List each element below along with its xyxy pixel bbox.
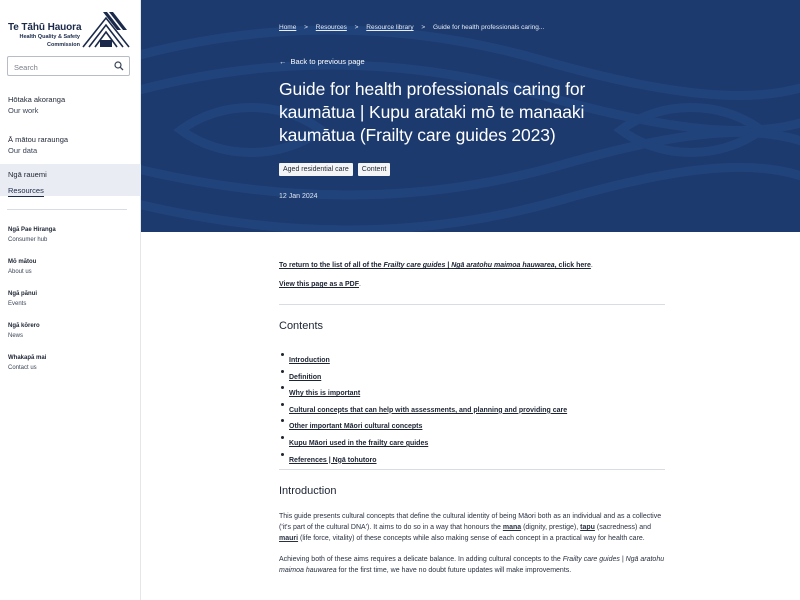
toc-link-kupu-maori[interactable]: Kupu Māori used in the frailty care guides bbox=[289, 439, 429, 447]
nav-item-maori-label: Whakapā mai bbox=[8, 355, 47, 361]
tag-list bbox=[279, 163, 390, 176]
logo-subtitle-line2: Commission bbox=[46, 41, 80, 48]
nav-item-maori-label: Mō mātou bbox=[8, 259, 37, 265]
breadcrumb-separator: > bbox=[421, 24, 426, 31]
nav-item-english-label: Contact us bbox=[8, 365, 37, 371]
text-span: (life force, vitality) of these concepts while also making sense of each concept in a practical way for health care. bbox=[298, 535, 645, 543]
page-hero bbox=[141, 0, 800, 232]
breadcrumb-separator: > bbox=[354, 24, 359, 31]
breadcrumb-current: Guide for health professionals caring... bbox=[433, 24, 545, 31]
nav-item-english-label: Events bbox=[8, 301, 27, 307]
publish-date: 12 Jan 2024 bbox=[279, 193, 318, 200]
tag-content[interactable]: Content bbox=[358, 163, 391, 176]
breadcrumb-resources[interactable]: Resources bbox=[315, 24, 347, 31]
secondary-nav bbox=[0, 226, 141, 386]
contents-heading: Contents bbox=[279, 320, 324, 332]
back-link-label: Back to previous page bbox=[290, 57, 365, 66]
logo-mark-icon bbox=[81, 10, 131, 48]
nav-item-maori-label: Ngā rauemi bbox=[8, 170, 47, 179]
nav-item-maori-label: Ngā Pae Hiranga bbox=[8, 227, 56, 233]
nav-item-our-data[interactable] bbox=[0, 128, 141, 164]
nav-item-resources[interactable] bbox=[0, 164, 141, 196]
text-span-em: Frailty care guides | Ngā aratohu maimoa hauwarea bbox=[279, 556, 665, 575]
introduction-paragraph-2 bbox=[279, 554, 665, 576]
list-item bbox=[279, 382, 665, 399]
search-box bbox=[7, 56, 130, 76]
list-item bbox=[279, 449, 665, 466]
pdf-link-period: . bbox=[359, 281, 361, 288]
section-divider bbox=[279, 469, 665, 470]
breadcrumb-home[interactable]: Home bbox=[279, 24, 297, 31]
nav-item-maori-label: Ngā kōrero bbox=[8, 323, 40, 329]
logo-text bbox=[8, 22, 80, 48]
text-span: This guide presents cultural concepts that define the cultural identity of being Māori both as an individual and as a collective ('it's part of the cultural DNA'). It aims to do so in a way that honours the bbox=[279, 513, 662, 532]
nav-item-maori-label: Ā mātou raraunga bbox=[8, 135, 69, 144]
text-span: (sacredness) and bbox=[594, 524, 651, 532]
nav-item-our-work[interactable] bbox=[0, 90, 141, 128]
nav-item-english-label: Our work bbox=[8, 106, 39, 115]
term-tapu[interactable]: tapu bbox=[580, 524, 595, 532]
nav-item-english-label: Our data bbox=[8, 146, 38, 155]
site-logo[interactable] bbox=[8, 10, 132, 48]
sidebar bbox=[0, 0, 141, 600]
nav-item-maori-label: Ngā pānui bbox=[8, 291, 38, 297]
section-divider bbox=[279, 304, 665, 305]
return-to-guides-link[interactable] bbox=[279, 262, 591, 269]
nav-item-english-label: Resources bbox=[8, 186, 44, 195]
return-link-text-em: Frailty care guides | Ngā aratohu maimoa hauwarea bbox=[383, 262, 555, 269]
nav-item-events[interactable] bbox=[0, 290, 141, 322]
nav-item-english-label: About us bbox=[8, 269, 32, 275]
nav-item-about-us[interactable] bbox=[0, 258, 141, 290]
toc-link-introduction[interactable]: Introduction bbox=[289, 357, 330, 364]
logo-subtitle-line1: Health Quality & Safety bbox=[19, 34, 80, 40]
toc-link-references[interactable]: References | Ngā tohutoro bbox=[289, 456, 377, 464]
text-span: (dignity, prestige), bbox=[521, 524, 581, 532]
toc-link-definition[interactable]: Definition bbox=[289, 373, 322, 381]
term-mana[interactable]: mana bbox=[502, 524, 522, 532]
text-span: Achieving both of these aims requires a delicate balance. In adding cultural concepts to the bbox=[279, 556, 563, 564]
back-to-previous-link[interactable] bbox=[279, 57, 365, 66]
introduction-paragraph-1 bbox=[279, 511, 665, 544]
page-title: Guide for health professionals caring for kaumātua | Kupu arataki mō te manaaki kaumātua (Frailty care guides 2023) bbox=[279, 79, 586, 145]
introduction-heading: Introduction bbox=[279, 485, 337, 498]
toc-link-cultural-concepts[interactable]: Cultural concepts that can help with assessments, and planning and providing care bbox=[289, 406, 568, 414]
return-link-text-post: , click here bbox=[554, 262, 591, 269]
breadcrumb bbox=[279, 24, 544, 31]
list-item bbox=[279, 399, 665, 416]
nav-item-news[interactable] bbox=[0, 322, 141, 354]
return-link-text-pre: To return to the list of all of the bbox=[279, 262, 384, 269]
term-mauri[interactable]: mauri bbox=[279, 535, 299, 543]
primary-nav bbox=[0, 90, 141, 196]
search-input[interactable] bbox=[8, 59, 108, 77]
nav-divider bbox=[7, 209, 127, 210]
main-content bbox=[279, 254, 665, 576]
nav-item-english-label: Consumer hub bbox=[8, 237, 48, 243]
contents-list bbox=[279, 349, 665, 465]
return-link-period: . bbox=[590, 262, 593, 269]
toc-link-why-important[interactable]: Why this is important bbox=[289, 390, 361, 398]
tag-aged-residential-care[interactable]: Aged residential care bbox=[279, 163, 353, 176]
breadcrumb-separator: > bbox=[304, 24, 308, 31]
toc-link-other-concepts[interactable]: Other important Māori cultural concepts bbox=[289, 423, 423, 431]
nav-item-maori-label: Hōtaka akoranga bbox=[8, 95, 66, 104]
text-span: for the first time, we have no doubt future updates will make improvements. bbox=[336, 567, 572, 575]
list-item bbox=[279, 415, 665, 432]
list-item bbox=[279, 432, 665, 449]
nav-item-consumer-hub[interactable] bbox=[0, 226, 141, 258]
nav-item-contact-us[interactable] bbox=[0, 354, 141, 386]
logo-title: Te Tāhū Hauora bbox=[8, 22, 82, 33]
view-pdf-link[interactable]: View this page as a PDF bbox=[279, 281, 360, 288]
breadcrumb-resource-library[interactable]: Resource library bbox=[366, 24, 414, 31]
arrow-left-icon: ← bbox=[279, 57, 287, 66]
list-item bbox=[279, 366, 665, 383]
nav-item-english-label: News bbox=[8, 333, 24, 339]
list-item bbox=[279, 349, 665, 366]
search-icon[interactable] bbox=[114, 61, 124, 71]
